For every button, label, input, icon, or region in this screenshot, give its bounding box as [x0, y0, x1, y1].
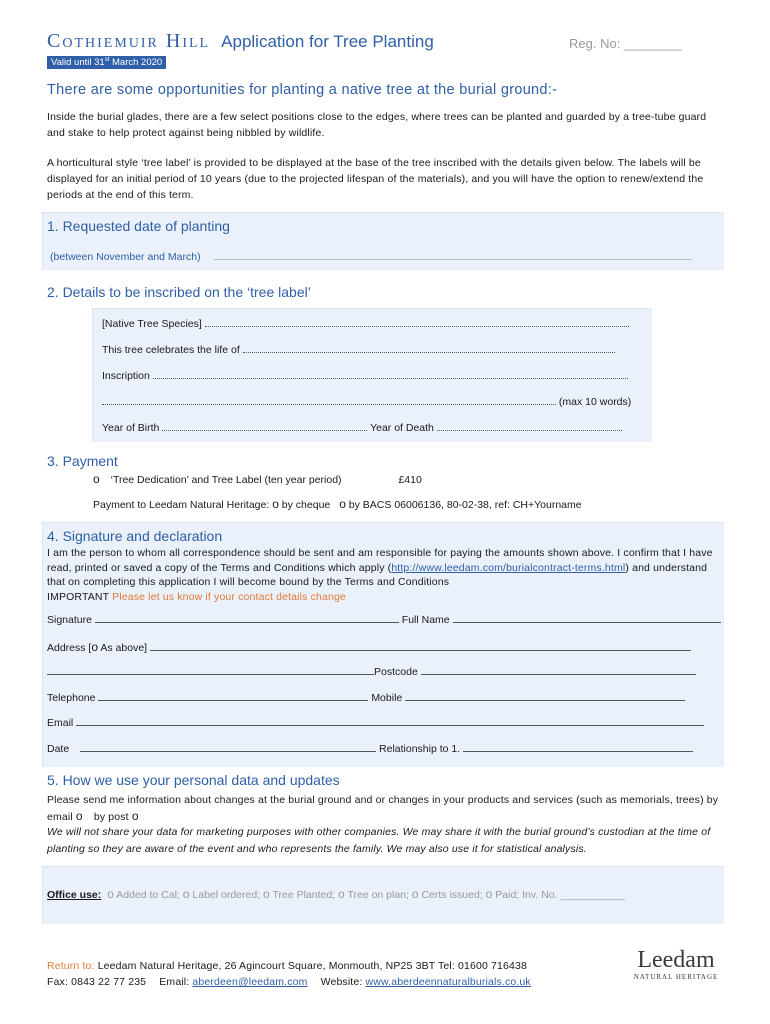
inscription-field[interactable] — [153, 370, 628, 379]
section-5-heading: 5. How we use your personal data and updates — [47, 772, 340, 788]
date-row: Date Relationship to 1. — [47, 743, 693, 755]
footer-contact-line: Fax: 0843 22 77 235 Email: aberdeen@leedam.com Website: www.aberdeennaturalburials.co.uk — [47, 976, 531, 988]
office-checkbox[interactable]: o — [263, 887, 270, 901]
post-updates-checkbox[interactable]: o — [131, 809, 139, 823]
office-checkbox[interactable]: o — [182, 887, 190, 901]
year-of-birth-field[interactable] — [162, 422, 367, 431]
address-field[interactable] — [150, 642, 691, 651]
office-checkbox[interactable]: o — [485, 887, 493, 901]
leedam-logo — [628, 947, 724, 981]
logo-name: Leedam — [637, 947, 715, 973]
office-use-row: Office use: o Added to Cal; o Label ordered; o Tree Planted; o Tree on plan; o Certs issued; o Paid; Inv. No. ___________ — [47, 887, 625, 901]
inscription-row-2: (max 10 words) — [102, 396, 631, 408]
important-note: Please let us know if your contact details change — [112, 590, 346, 603]
footer-address-line: Return to: Leedam Natural Heritage, 26 Agincourt Square, Monmouth, NP25 3BT Tel: 01600 716438 — [47, 960, 527, 972]
telephone-field[interactable] — [98, 692, 368, 701]
footer-email-link[interactable]: aberdeen@leedam.com — [192, 976, 308, 988]
planting-date-row — [50, 251, 692, 263]
updates-text: Please send me information about changes at the burial ground and or changes in your products and services (such as memorials, trees) by email o by post o — [47, 794, 719, 823]
office-use-label: Office use: — [47, 889, 102, 901]
email-row: Email — [47, 717, 704, 729]
reg-number: Reg. No: ________ — [569, 36, 682, 51]
celebrates-row: This tree celebrates the life of — [102, 344, 615, 356]
intro-heading: There are some opportunities for planting a native tree at the burial ground:- — [47, 82, 558, 98]
privacy-note: We will not share your data for marketing purposes with other companies. We may share it with the burial ground’s custodian at the time of planting so they are aware of the event and who represents the family. We may also use it for statistical analysis. — [47, 826, 711, 855]
bacs-checkbox[interactable]: o — [339, 497, 346, 511]
species-field[interactable] — [205, 318, 629, 327]
cheque-checkbox[interactable]: o — [272, 497, 279, 511]
species-row: [Native Tree Species] — [102, 318, 629, 330]
section-4-heading: 4. Signature and declaration — [47, 528, 223, 544]
inscription-row: Inscription — [102, 370, 628, 382]
address-field-2[interactable] — [47, 666, 374, 675]
date-field[interactable] — [80, 743, 376, 752]
form-title: Application for Tree Planting — [221, 32, 434, 51]
dates-row: Year of Birth Year of Death — [102, 422, 622, 434]
payment-item-row: o ‘Tree Dedication’ and Tree Label (ten year period) £410 — [93, 472, 422, 486]
header — [47, 30, 727, 80]
planting-date-note: (between November and March) — [50, 251, 201, 263]
address-row: Address [o As above] — [47, 640, 691, 654]
section-2-heading: 2. Details to be inscribed on the ‘tree label’ — [47, 284, 311, 300]
full-name-field[interactable] — [453, 614, 721, 623]
payment-item-checkbox[interactable]: o — [93, 472, 100, 486]
year-of-death-field[interactable] — [437, 422, 622, 431]
postcode-field[interactable] — [421, 666, 696, 675]
terms-link[interactable]: http://www.leedam.com/burialcontract-terms.html — [391, 561, 626, 574]
planting-date-field[interactable] — [214, 251, 692, 260]
mobile-field[interactable] — [405, 692, 685, 701]
payment-method-row: Payment to Leedam Natural Heritage: o by cheque o by BACS 06006136, 80-02-38, ref: CH+Yourname — [93, 497, 582, 511]
relationship-field[interactable] — [463, 743, 693, 752]
section-1-heading: 1. Requested date of planting — [47, 218, 230, 234]
as-above-checkbox[interactable]: o — [91, 640, 99, 654]
logo-subtitle: NATURAL HERITAGE — [633, 973, 719, 981]
payment-price: £410 — [398, 474, 422, 486]
office-checkbox[interactable]: o — [107, 887, 114, 901]
signature-row: Signature Full Name — [47, 614, 721, 626]
footer — [47, 958, 607, 990]
email-field[interactable] — [76, 717, 704, 726]
signature-field[interactable] — [95, 614, 399, 623]
footer-website-link[interactable]: www.aberdeennaturalburials.co.uk — [365, 976, 531, 988]
office-checkbox[interactable]: o — [338, 887, 345, 901]
intro-paragraph-1: Inside the burial glades, there are a few select positions close to the edges, where trees can be planted and guarded by a tree-tube guard and stake to help protect against being nibbled by wildlife. — [47, 111, 707, 139]
inscription-field-2[interactable] — [102, 396, 556, 405]
postcode-row: Postcode — [47, 666, 696, 678]
email-updates-checkbox[interactable]: o — [75, 809, 83, 823]
brand-title: Cothiemuir Hill — [47, 30, 211, 52]
celebrates-field[interactable] — [243, 344, 615, 353]
office-checkbox[interactable]: o — [411, 887, 419, 901]
declaration-text: I am the person to whom all correspondence should be sent and am responsible for paying the amounts shown above. I confirm that I have read, printed or saved a copy of the Terms and Conditions which apply (http://www.leedam.com/burialcontract-terms.html) and understand that on completing this application I will become bound by the Terms and Conditions IMPORTANT Please let us know if your contact details change — [47, 547, 713, 603]
section-3-heading: 3. Payment — [47, 453, 118, 469]
valid-badge: Valid until 31st March 2020 — [47, 56, 166, 69]
telephone-row: Telephone Mobile — [47, 692, 685, 704]
intro-paragraph-2: A horticultural style ‘tree label’ is provided to be displayed at the base of the tree inscribed with the details given below. The labels will be displayed for an initial period of 10 years (due to the projected lifespan of the materials), and you will have the option to renew/extend the periods at the end of this term. — [47, 157, 704, 201]
